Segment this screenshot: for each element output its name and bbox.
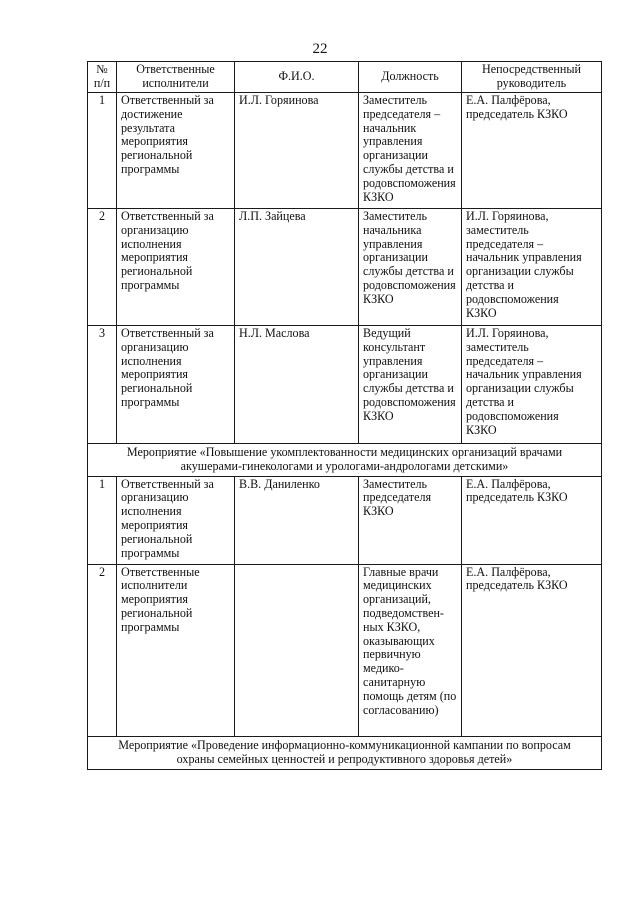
section-title: Мероприятие «Повышение укомплектованности медицинских организаций врачами акушерами-гинекологами и урологами-андрологами детскими»	[88, 444, 602, 477]
header-fio: Ф.И.О.	[235, 62, 359, 93]
header-num: № п/п	[88, 62, 117, 93]
table-row	[88, 564, 602, 736]
responsible-persons-table	[87, 61, 602, 770]
table-row	[88, 93, 602, 209]
section-row	[88, 444, 602, 477]
cell-fio: В.В. Даниленко	[235, 476, 359, 564]
header-manager: Непосредственный руководитель	[462, 62, 602, 93]
cell-responsible: Ответственный за организацию исполнения мероприятия региональной программы	[117, 326, 235, 444]
page-number: 22	[312, 41, 328, 57]
cell-fio: Л.П. Зайцева	[235, 209, 359, 326]
cell-position: Заместитель председателя КЗКО	[359, 476, 462, 564]
cell-responsible: Ответственный за достижение результата мероприятия региональной программы	[117, 93, 235, 209]
table-row	[88, 209, 602, 326]
cell-manager: Е.А. Палфёрова, председатель КЗКО	[462, 476, 602, 564]
cell-num: 2	[88, 209, 117, 326]
section-row	[88, 736, 602, 769]
cell-position: Ведущий консультант управления организации службы детства и родовспоможения КЗКО	[359, 326, 462, 444]
cell-manager: Е.А. Палфёрова, председатель КЗКО	[462, 93, 602, 209]
cell-position: Заместитель председателя – начальник управления организации службы детства и родовспоможения КЗКО	[359, 93, 462, 209]
header-position: Должность	[359, 62, 462, 93]
cell-fio: Н.Л. Маслова	[235, 326, 359, 444]
header-responsible: Ответственные исполнители	[117, 62, 235, 93]
cell-num: 1	[88, 476, 117, 564]
table-row	[88, 476, 602, 564]
cell-num: 3	[88, 326, 117, 444]
cell-responsible: Ответственный за организацию исполнения мероприятия региональной программы	[117, 209, 235, 326]
cell-fio: И.Л. Горяинова	[235, 93, 359, 209]
cell-responsible: Ответственный за организацию исполнения мероприятия региональной программы	[117, 476, 235, 564]
cell-manager: Е.А. Палфёрова, председатель КЗКО	[462, 564, 602, 736]
cell-position: Главные врачи медицинских организаций, подведомствен- ных КЗКО, оказывающих первичную медико- санитарную помощь детям (по согласованию)	[359, 564, 462, 736]
cell-position: Заместитель начальника управления организации службы детства и родовспоможения КЗКО	[359, 209, 462, 326]
cell-fio	[235, 564, 359, 736]
table-row	[88, 326, 602, 444]
cell-manager: И.Л. Горяинова, заместитель председателя – начальник управления организации службы детства и родовспоможения КЗКО	[462, 209, 602, 326]
cell-responsible: Ответственные исполнители мероприятия региональной программы	[117, 564, 235, 736]
cell-num: 2	[88, 564, 117, 736]
cell-manager: И.Л. Горяинова, заместитель председателя – начальник управления организации службы детства и родовспоможения КЗКО	[462, 326, 602, 444]
cell-num: 1	[88, 93, 117, 209]
table-header-row	[88, 62, 602, 93]
section-title: Мероприятие «Проведение информационно-коммуникационной кампании по вопросам охраны семейных ценностей и репродуктивного здоровья детей»	[88, 736, 602, 769]
